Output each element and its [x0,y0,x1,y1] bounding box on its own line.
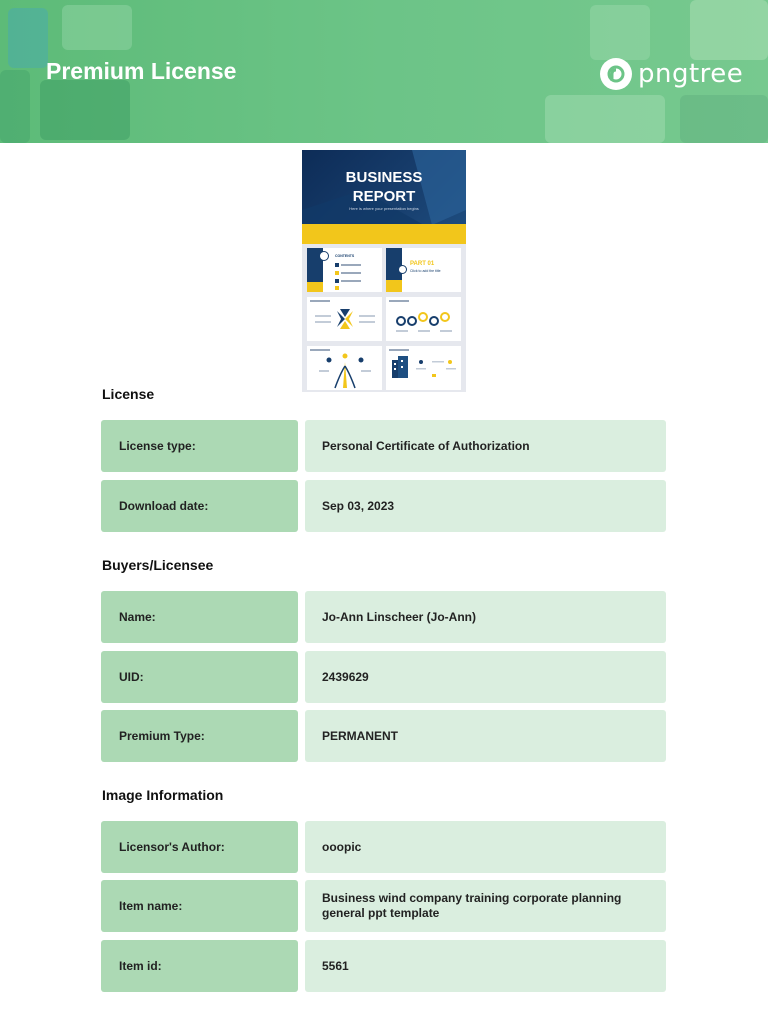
cover-title [302,168,466,206]
info-row-premium-type [101,710,666,762]
preview-cover-slide [302,150,466,244]
row-value: PERMANENT [305,710,666,762]
preview-slide-building [386,346,461,390]
cover-yellow-band [302,224,466,244]
decorative-image [690,0,768,60]
row-value: ooopic [305,821,666,873]
slide-contents-label: CONTENTS [335,254,355,258]
cover-title-line2: REPORT [352,188,416,205]
preview-slide-contents [307,248,382,292]
preview-slide-part [386,248,461,292]
info-row-item-id [101,940,666,992]
row-label: Name: [101,591,298,643]
slide-part-label: PART 01 [410,261,435,267]
row-value: 5561 [305,940,666,992]
preview-slide-diagram [307,297,382,341]
decorative-image [62,5,132,50]
section-title-image-info: Image Information [102,787,224,803]
decorative-image [8,8,48,68]
info-row-download-date [101,480,666,532]
row-value: Business wind company training corporate planning general ppt template [305,880,666,932]
row-value: Jo-Ann Linscheer (Jo-Ann) [305,591,666,643]
page-title: Premium License [46,58,237,84]
info-row-item-name [101,880,666,932]
decorative-image [590,5,650,60]
decorative-image [0,70,30,143]
row-label: Item name: [101,880,298,932]
info-row-license-type [101,420,666,472]
pngtree-logo[interactable] [600,58,743,90]
row-label: License type: [101,420,298,472]
row-label: Item id: [101,940,298,992]
preview-slide-circles [386,297,461,341]
cover-title-line1: BUSINESS [345,169,423,186]
header-banner [0,0,768,143]
slide-part-text: Click to add the title [410,269,441,273]
info-row-name [101,591,666,643]
cover-subtitle: Here is where your presentation begins [349,206,419,211]
section-title-license: License [102,386,155,402]
decorative-image [545,95,665,143]
decorative-image [680,95,768,143]
row-value: 2439629 [305,651,666,703]
info-row-uid [101,651,666,703]
row-label: UID: [101,651,298,703]
template-preview-image [302,150,466,392]
pngtree-logo-icon [600,58,632,90]
row-label: Premium Type: [101,710,298,762]
row-label: Licensor's Author: [101,821,298,873]
row-value: Personal Certificate of Authorization [305,420,666,472]
row-label: Download date: [101,480,298,532]
section-title-buyers: Buyers/Licensee [102,557,214,573]
info-row-author [101,821,666,873]
row-value: Sep 03, 2023 [305,480,666,532]
decorative-image [40,80,130,140]
preview-slide-arrows [307,346,382,390]
logo-text: pngtree [638,59,744,89]
